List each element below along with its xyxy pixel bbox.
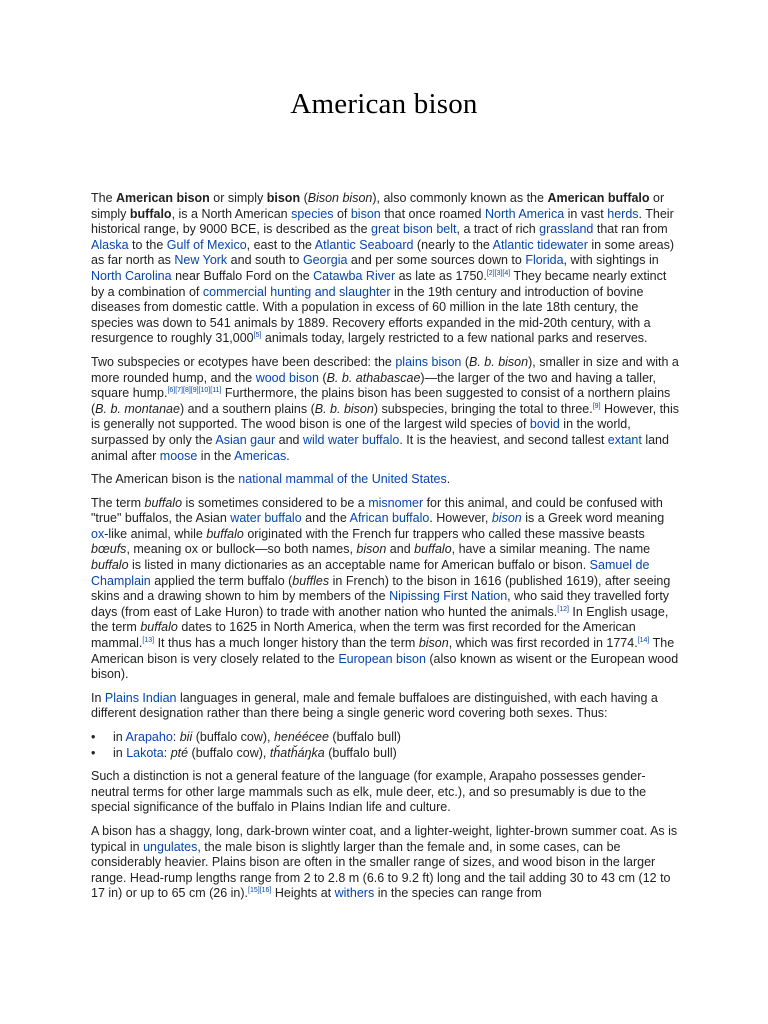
italic-term: tȟatȟáŋka [269,745,325,760]
italic-term: B. b. bison [469,354,529,369]
paragraph-distinction [91,769,681,816]
link-bison[interactable]: bison [350,206,381,221]
text: ( [318,370,327,385]
text: (buffalo bull) [324,745,397,760]
text: in the [197,448,235,463]
link-catawba-river[interactable]: Catawba River [313,268,396,283]
link-americas[interactable]: Americas [234,448,287,463]
text: : [172,730,180,744]
link-georgia[interactable]: Georgia [302,253,348,268]
italic-term: B. b. bison [314,401,374,416]
italic-term: bison [356,542,387,557]
text: The [91,191,117,205]
text: originated with the French fur trappers who called these massive beasts [243,526,645,541]
bold-term: American bison [116,191,210,205]
text: in the world, surpassed by only the [91,417,631,447]
citation-ref[interactable]: [5] [253,332,262,340]
text: in French) to the bison in 1616 (published 1619), after seeing skins and a drawing shown to him by members of the [91,573,671,604]
link-north-carolina[interactable]: North Carolina [91,268,172,283]
link-alaska[interactable]: Alaska [91,237,129,252]
link-wild-water-buffalo[interactable]: wild water buffalo [302,432,400,447]
link-misnomer[interactable]: misnomer [368,495,424,510]
link-moose[interactable]: moose [159,448,198,463]
text: The American bison is the [91,472,239,487]
bullet-icon: • [91,745,96,760]
list-item [91,730,681,746]
italic-term: pté [170,745,189,760]
text: In English usage, the term [91,604,669,635]
text: A bison has a shaggy, long, dark-brown winter coat, and a lighter-weight, lighter-brown summer coat. As is typical in [91,823,678,854]
link-national-mammal[interactable]: national mammal of the United States [238,472,447,487]
italic-term: buffalo [91,558,129,573]
italic-term: B. b. montanae [95,401,180,416]
link-species[interactable]: species [291,206,334,221]
paragraph-description [91,824,681,902]
page-title: American bison [290,88,478,120]
article-body [91,191,681,910]
text: languages in general, male and female buffaloes are distinguished, with each having a different designation rather than there being a single generic word covering both sexes. Thus: [91,690,658,721]
text: . [286,448,290,463]
text: is sometimes considered to be a [182,495,369,510]
text: near Buffalo Ford on the [171,268,314,283]
text: animals today, largely restricted to a few national parks and reserves. [261,331,648,346]
citation-ref[interactable]: [6][7][8][9][10][11] [167,386,222,394]
text: for this animal, and could be confused with "true" buffalos, the Asian [91,495,663,526]
text: in the 19th century and introduction of bovine diseases from domestic cattle. With a population in excess of 60 million in the late 18th century, the species was down to 541 animals by 1889. Recovery efforts expanded in the mid-20th century, with a resurgence to roughly 31,000 [91,284,651,346]
bold-term: American buffalo [547,191,650,205]
text: and south to [227,253,303,268]
paragraph-plains-indian [91,691,681,722]
link-samuel-de-champlain[interactable]: Samuel de Champlain [91,558,650,588]
link-grassland[interactable]: grassland [539,222,594,237]
italic-term: buffles [292,573,330,588]
list-item [91,745,681,762]
italic-term: buffalo [140,620,178,635]
text: that ran from [593,222,668,237]
text: They became nearly extinct by a combination of [91,268,667,299]
text: is listed in many dictionaries as an acceptable name for American buffalo or bison. [128,558,590,573]
link-bovid[interactable]: bovid [529,417,560,432]
bullet-icon: • [91,730,96,744]
text: , east to the [246,237,315,252]
link-nipissing-first-nation[interactable]: Nipissing First Nation [389,589,508,604]
text: ), smaller in size and with a more rounded hump, and the [91,354,679,385]
italic-term: bison [418,636,449,651]
bold-term: buffalo [129,206,172,221]
text: in vast [564,206,608,221]
link-atlantic-tidewater[interactable]: Atlantic tidewater [492,237,588,252]
link-ox[interactable]: ox [91,526,105,541]
link-ungulates[interactable]: ungulates [143,839,198,854]
text: )—the larger of the two and having a taller, square hump. [91,370,656,401]
text: as late as 1750. [395,268,487,283]
link-lakota[interactable]: Lakota [126,745,164,760]
citation-ref[interactable]: [13] [142,636,155,644]
link-gulf-of-mexico[interactable]: Gulf of Mexico [166,237,247,252]
text: Two subspecies or ecotypes have been described: the [91,354,396,369]
text: In [91,690,105,705]
italic-term: henéécee [274,730,329,744]
text: and [386,542,415,557]
link-north-america[interactable]: North America [484,206,565,221]
text: : [163,745,171,760]
text: applied the term buffalo ( [150,573,293,588]
link-withers[interactable]: withers [334,886,375,901]
text: to the [128,237,167,252]
italic-term: buffalo [144,495,183,510]
text: of [333,206,351,221]
link-wood-bison[interactable]: wood bison [255,370,319,385]
text: Furthermore, the plains bison has been suggested to consist of a northern plains ( [91,386,671,416]
text: that once roamed [380,206,485,221]
text: is a Greek word meaning [521,511,665,526]
text: . Their historical range, by 9000 BCE, is described as the [91,206,674,237]
link-arapaho[interactable]: Arapaho [125,730,173,744]
text: ( [300,191,308,205]
text: or simply [209,191,267,205]
paragraph-subspecies [91,355,681,464]
italic-term: bii [179,730,193,744]
text: , a tract of rich [456,222,540,237]
language-list [91,730,681,761]
italic-term: buffalo [206,526,244,541]
text: Such a distinction is not a general feature of the language (for example, Arapaho possesses gender-neutral terms for other large mammals such as elk, mule deer, etc.), and so presumably is due to the special significance of the buffalo in Plains Indian life and culture. [91,769,647,815]
link-african-buffalo[interactable]: African buffalo [349,511,430,526]
text: (buffalo bull) [328,730,401,744]
text: (buffalo cow), [188,745,270,760]
link-herds[interactable]: herds [607,206,639,221]
text: (buffalo cow), [192,730,275,744]
text: The American bison is very closely related to the [91,636,675,666]
text: However, this is generally not supported. The wood bison is one of the largest wild species of [91,401,680,432]
text: land animal after [91,432,669,463]
link-plains-bison[interactable]: plains bison [395,354,462,369]
link-florida[interactable]: Florida [525,253,564,268]
text: . However, [429,511,492,526]
text: , meaning ox or bullock—so both names, [126,542,357,557]
text: . It is the heaviest, and second tallest [399,432,608,447]
citation-ref[interactable]: [2][3][4] [486,269,511,277]
text: (also known as wisent or the European wood bison). [91,651,679,682]
link-bison-greek[interactable]: bison [491,511,522,526]
italic-term: bœufs [91,542,127,557]
link-atlantic-seaboard[interactable]: Atlantic Seaboard [314,237,414,252]
text: , with sightings in [563,253,659,268]
link-new-york[interactable]: New York [174,253,228,268]
bold-term: bison [266,191,301,205]
text: in some areas) as far north as [91,237,675,268]
citation-ref[interactable]: [15][16] [248,887,272,895]
citation-ref[interactable]: [12] [557,605,569,613]
text: ), also commonly known as the [372,191,548,205]
link-water-buffalo[interactable]: water buffalo [230,511,302,526]
text: The term [91,495,145,510]
text: , who said they travelled forty days (from east of Lake Huron) to trade with another nation who hunted the animals. [91,589,670,619]
text: and [275,432,303,447]
text: in [113,730,126,744]
italic-term: Bison bison [307,191,373,205]
text: or simply [91,191,665,221]
italic-term: B. b. athabascae [326,370,421,385]
paragraph-national-mammal [91,472,681,488]
text: dates to 1625 in North America, when the term was first recorded for the American mammal. [91,620,636,651]
text: Heights at [271,886,335,901]
text: ) subspecies, bringing the total to three. [373,401,593,416]
text: and per some sources down to [347,253,526,268]
citation-ref[interactable]: [14] [637,636,650,644]
italic-term: buffalo [414,542,452,557]
text: -like animal, while [104,526,207,541]
text: and the [301,511,350,526]
text: (nearly to the [413,237,493,252]
text: , have a similar meaning. The name [451,542,651,557]
link-asian-gaur[interactable]: Asian gaur [215,432,276,447]
link-extant[interactable]: extant [607,432,642,447]
text: . [446,472,451,487]
paragraph-etymology [91,496,681,683]
citation-ref[interactable]: [9] [592,402,601,410]
paragraph-intro [91,191,681,347]
text: in the species can range from [374,886,542,901]
link-commercial-hunting[interactable]: commercial hunting and slaughter [202,284,391,299]
link-plains-indian[interactable]: Plains Indian [104,690,177,705]
text: , is a North American [171,206,292,221]
link-great-bison-belt[interactable]: great bison belt [371,222,457,237]
text: ( [461,354,470,369]
text: ) and a southern plains ( [179,401,315,416]
link-european-bison[interactable]: European bison [338,651,426,666]
text: It thus has a much longer history than the term [154,636,419,651]
text: in [113,745,127,760]
text: , which was first recorded in 1774. [448,636,638,651]
text: , the male bison is slightly larger than the female and, in some cases, can be considerably heavier. Plains bison are often in the smaller range of sizes, and wood bison in the larger range. Head-rump lengths range from 2 to 2.8 m (6.6 to 9.2 ft) long and the tail adding 30 to 43 cm (12 to 17 in) or up to 65 cm (26 in). [91,839,671,901]
